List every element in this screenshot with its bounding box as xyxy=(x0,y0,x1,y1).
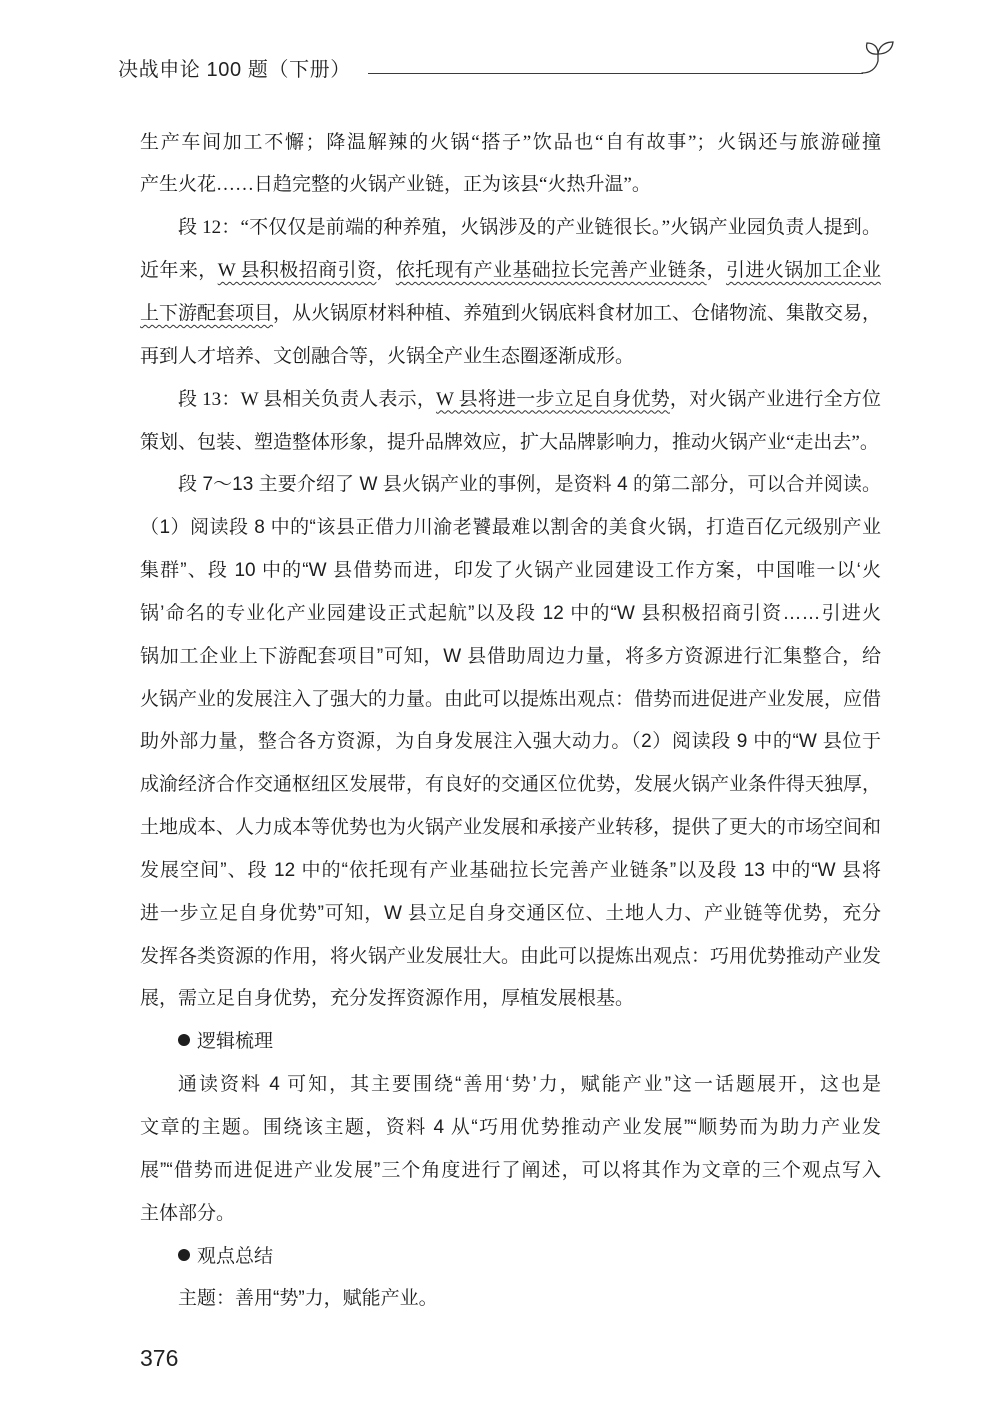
text-segment: ，对火锅产业进行全方位 xyxy=(669,388,881,410)
text-line: 集群”、段 10 中的“W 县借势而进，印发了火锅产业园建设工作方案，中国唯一以‘火 xyxy=(140,560,881,582)
text-line: 发展空间”、段 12 中的“依托现有产业基础拉长完善产业链条”以及段 13 中的“W 县将 xyxy=(140,859,881,881)
text-segment: 再到人才培养、文创融合等，火锅全产业生态圈逐渐成形。 xyxy=(140,345,635,367)
text-segment: ，从火锅原材料种植、养殖到火锅底料食材加工、仓储物流、集散交易， xyxy=(273,302,882,324)
text-line: 发挥各类资源的作用，将火锅产业发展壮大。由此可以提炼出观点：巧用优势推动产业发 xyxy=(140,945,882,967)
theme-statement: 主题：善用“势”力，赋能产业。 xyxy=(178,1288,438,1310)
header-rule xyxy=(368,73,863,74)
wavy-underlined-phrase: 依托现有产业基础拉长完善产业链条 xyxy=(395,260,707,282)
text-segment: 近年来， xyxy=(140,260,218,282)
text-line: 通读资料 4 可知，其主要围绕“善用‘势’力，赋能产业”这一话题展开，这也是 xyxy=(178,1074,881,1096)
heading-text: 观点总结 xyxy=(197,1245,274,1267)
book-title: 决战申论 100 题（下册） xyxy=(118,59,351,81)
text-line: 展”“借势而进促进产业发展”三个角度进行了阐述，可以将其作为文章的三个观点写入 xyxy=(140,1159,881,1181)
section-heading-logic xyxy=(140,1021,881,1064)
text-line xyxy=(140,207,881,250)
text-line: 成渝经济合作交通枢纽区发展带，有良好的交通区位优势，发展火锅产业条件得天独厚， xyxy=(140,774,882,796)
sprout-icon xyxy=(840,36,900,80)
text-line: 进一步立足自身优势”可知，W 县立足自身交通区位、土地人力、产业链等优势，充分 xyxy=(140,902,881,924)
text-segment: 段 12：“不仅仅是前端的种养殖，火锅涉及的产业链很长。”火锅产业园负责人提到。 xyxy=(178,217,881,239)
paragraph-13 xyxy=(140,379,881,465)
paragraph-12 xyxy=(140,207,881,378)
heading-text: 逻辑梳理 xyxy=(197,1031,274,1053)
text-line: 段 7～13 主要介绍了 W 县火锅产业的事例，是资料 4 的第二部分，可以合并阅读。 xyxy=(178,474,881,496)
text-line: 火锅产业的发展注入了强大的力量。由此可以提炼出观点：借势而进促进产业发展，应借 xyxy=(140,688,882,710)
wavy-underlined-phrase: W 县积极招商引资 xyxy=(217,260,377,282)
text-line: 主体部分。 xyxy=(140,1202,236,1224)
text-line: 锅加工企业上下游配套项目”可知，W 县借助周边力量，将多方资源进行汇集整合，给 xyxy=(140,645,881,667)
wavy-underlined-phrase: 引进火锅加工企业 xyxy=(726,260,881,282)
text-line xyxy=(140,422,881,465)
text-segment: 策划、包装、塑造整体形象，提升品牌效应，扩大品牌影响力，推动火锅产业“走出去”。 xyxy=(140,431,879,453)
text-line: 锅’命名的专业化产业园建设正式起航”以及段 12 中的“W 县积极招商引资……引进火 xyxy=(140,602,881,624)
text-line xyxy=(140,336,881,379)
text-line xyxy=(140,293,881,336)
analysis-text xyxy=(140,464,881,1321)
page-number: 376 xyxy=(140,1345,179,1371)
text-line: 产生火花……日趋完整的火锅产业链，正为该县“火热升温”。 xyxy=(140,174,651,196)
text-line xyxy=(140,250,881,293)
bullet-icon xyxy=(178,1034,190,1046)
text-segment: 段 13：W 县相关负责人表示， xyxy=(178,388,437,410)
bullet-icon xyxy=(178,1249,190,1261)
paragraph-analysis xyxy=(140,464,881,1021)
wavy-underlined-phrase: W 县将进一步立足自身优势 xyxy=(436,388,670,410)
text-line: 展，需立足自身优势，充分发挥资源作用，厚植发展根基。 xyxy=(140,988,635,1010)
text-line: 文章的主题。围绕该主题，资料 4 从“巧用优势推动产业发展”“顺势而为助力产业发 xyxy=(140,1117,881,1138)
text-line: （1）阅读段 8 中的“该县正借力川渝老饕最难以割舍的美食火锅，打造百亿元级别产业 xyxy=(140,517,881,539)
section-heading-summary xyxy=(140,1236,881,1279)
text-line: 生产车间加工不懈；降温解辣的火锅“搭子”饮品也“自有故事”；火锅还与旅游碰撞 xyxy=(140,131,881,153)
page-body xyxy=(140,122,881,1322)
text-line: 土地成本、人力成本等优势也为火锅产业发展和承接产业转移，提供了更大的市场空间和 xyxy=(140,817,882,839)
text-line xyxy=(140,379,881,422)
text-line: 助外部力量，整合各方资源，为自身发展注入强大动力。（2）阅读段 9 中的“W 县位于 xyxy=(140,731,881,753)
material-excerpt xyxy=(140,122,881,465)
wavy-underlined-phrase: 上下游配套项目 xyxy=(140,302,274,324)
paragraph-logic xyxy=(140,1064,881,1235)
text-segment: ， xyxy=(706,260,726,282)
paragraph-continued xyxy=(140,122,881,208)
text-segment: ， xyxy=(376,260,396,282)
